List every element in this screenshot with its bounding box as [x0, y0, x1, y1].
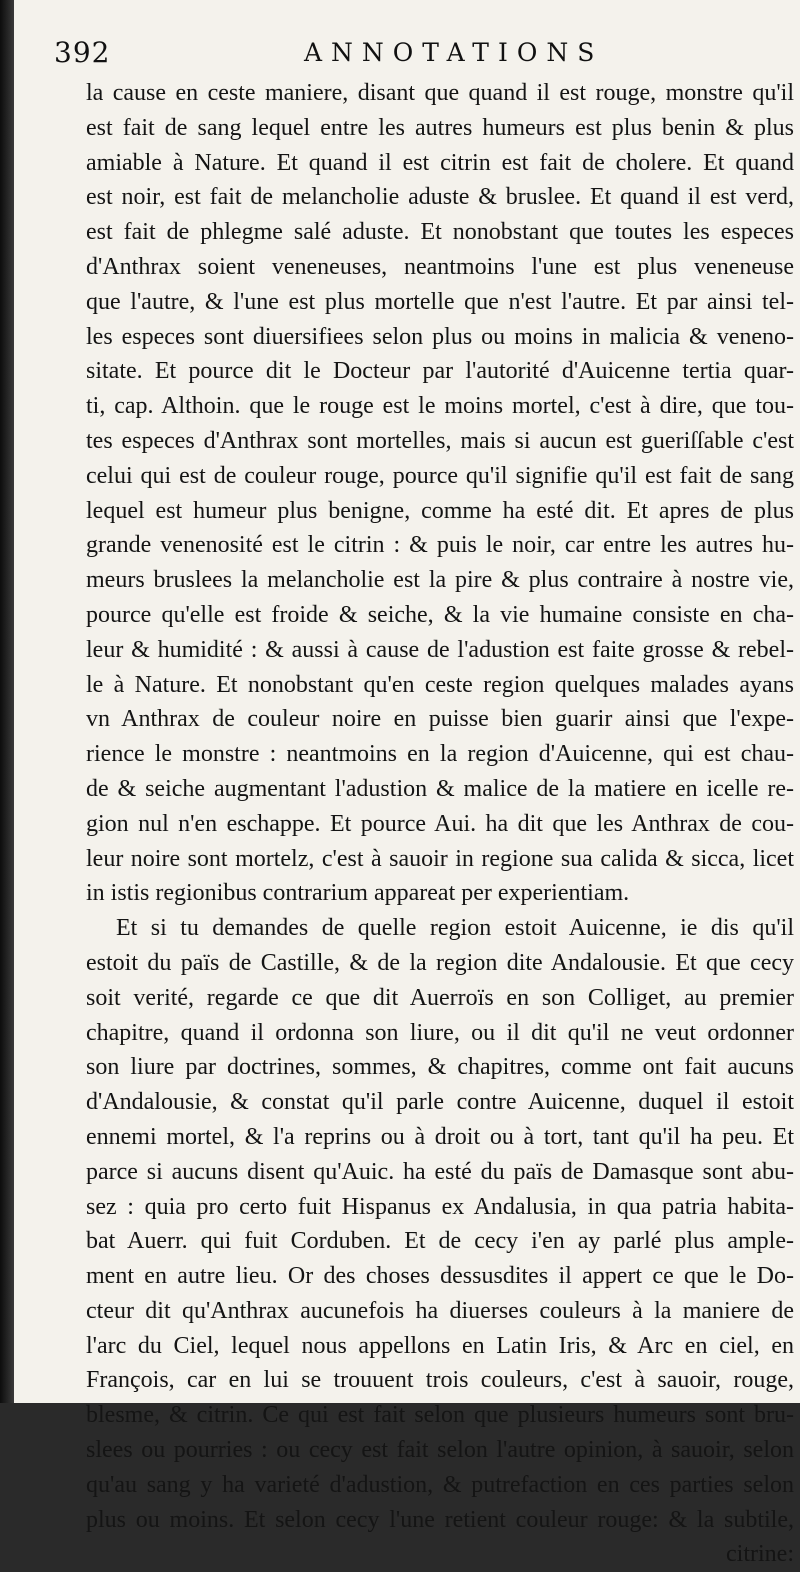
catchword-line: citrine: — [726, 1541, 794, 1568]
text-line: ti, cap. Althoin. que le rouge est le moins mortel, c'est à dire, que tou- — [86, 393, 794, 420]
text-line: blesme, & citrin. Ce qui est fait selon que plusieurs humeurs sont bru- — [86, 1402, 794, 1429]
text-line: est fait de phlegme salé aduste. Et nonobstant que toutes les especes — [86, 219, 794, 246]
text-line: parce si aucuns disent qu'Auic. ha esté du païs de Damasque sont abu- — [86, 1158, 794, 1185]
running-title: ANNOTATIONS — [304, 38, 604, 67]
page-number: 392 — [54, 36, 111, 69]
text-line: chapitre, quand il ordonna son liure, ou il dit qu'il ne veut ordonner — [86, 1019, 794, 1046]
text-line: la cause en ceste maniere, disant que quand il est rouge, monstre qu'il — [86, 80, 794, 106]
text-line: que l'autre, & l'une est plus mortelle que n'est l'autre. Et par ainsi tel- — [86, 288, 794, 315]
text-line: estoit du païs de Castille, & de la region dite Andalousie. Et que cecy — [86, 949, 794, 976]
text-line: celui qui est de couleur rouge, pource qu'il signifie qu'il est fait de sang — [86, 462, 794, 489]
paragraph-start-line: Et si tu demandes de quelle region estoit Auicenne, ie dis qu'il — [116, 915, 794, 942]
text-line: soit verité, regarde ce que dit Auerroïs en son Colliget, au premier — [86, 984, 794, 1011]
text-line: sez : quia pro certo fuit Hispanus ex Andalusia, in qua patria habita- — [86, 1193, 794, 1220]
text-line: vn Anthrax de couleur noire en puisse bien guarir ainsi que l'expe- — [86, 706, 794, 733]
text-line: rience le monstre : neantmoins en la region d'Auicenne, qui est chau- — [86, 741, 794, 768]
book-page — [14, 0, 800, 1568]
text-line: leur & humidité : & aussi à cause de l'adustion est faite grosse & rebel- — [86, 636, 794, 663]
text-line: meurs bruslees la melancholie est la pire & plus contraire à nostre vie, — [86, 567, 794, 594]
text-line: lequel est humeur plus benigne, comme ha esté dit. Et apres de plus — [86, 497, 794, 524]
body-text — [86, 76, 794, 1572]
text-line: de & seiche augmentant l'adustion & malice de la matiere en icelle re- — [86, 775, 794, 802]
text-line: pource qu'elle est froide & seiche, & la vie humaine consiste en cha- — [86, 601, 794, 628]
text-line: d'Anthrax soient veneneuses, neantmoins l'une est plus veneneuse — [86, 253, 794, 280]
text-line: son liure par doctrines, sommes, & chapitres, comme ont fait aucuns — [86, 1054, 794, 1081]
text-line: cteur dit qu'Anthrax aucunefois ha diuerses couleurs à la maniere de — [86, 1297, 794, 1324]
text-line: le à Nature. Et nonobstant qu'en ceste region quelques malades ayans — [86, 671, 794, 698]
running-head — [34, 36, 774, 76]
text-line: bat Auerr. qui fuit Corduben. Et de cecy i'en ay parlé plus ample- — [86, 1228, 794, 1255]
text-line: est fait de sang lequel entre les autres humeurs est plus benin & plus — [86, 114, 794, 141]
text-line: tes especes d'Anthrax sont mortelles, mais si aucun est gueriſſable c'est — [86, 427, 794, 454]
book-gutter-shadow — [0, 0, 14, 1403]
text-line: ment en autre lieu. Or des choses dessusdites il appert ce que le Do- — [86, 1263, 794, 1290]
text-line: slees ou pourries : ou cecy est fait selon l'autre opinion, à sauoir, selon — [86, 1437, 794, 1464]
text-line: plus ou moins. Et selon cecy l'une retient couleur rouge: & la subtile, — [86, 1506, 794, 1533]
text-line: d'Andalousie, & constat qu'il parle contre Auicenne, duquel il estoit — [86, 1089, 794, 1116]
text-line: gion nul n'en eschappe. Et pource Aui. ha dit que les Anthrax de cou- — [86, 810, 794, 837]
text-line: est noir, est fait de melancholie aduste & bruslee. Et quand il est verd, — [86, 184, 794, 211]
text-line: amiable à Nature. Et quand il est citrin est fait de cholere. Et quand — [86, 149, 794, 176]
text-line: leur noire sont mortelz, c'est à sauoir in regione sua calida & sicca, licet — [86, 845, 794, 872]
text-line: François, car en lui se trouuent trois couleurs, c'est à sauoir, rouge, — [86, 1367, 794, 1394]
text-line: sitate. Et pource dit le Docteur par l'autorité d'Auicenne tertia quar- — [86, 358, 794, 385]
text-line: les especes sont diuersifiees selon plus ou moins in malicia & veneno- — [86, 323, 794, 350]
text-line: in istis regionibus contrarium appareat per experientiam. — [86, 880, 630, 907]
text-line: ennemi mortel, & l'a reprins ou à droit ou à tort, tant qu'il ha peu. Et — [86, 1123, 794, 1150]
text-line: l'arc du Ciel, lequel nous appellons en Latin Iris, & Arc en ciel, en — [86, 1332, 794, 1359]
text-line: grande venenosité est le citrin : & puis le noir, car entre les autres hu- — [86, 532, 794, 559]
text-line: qu'au sang y ha varieté d'adustion, & putrefaction en ces parties selon — [86, 1471, 794, 1498]
